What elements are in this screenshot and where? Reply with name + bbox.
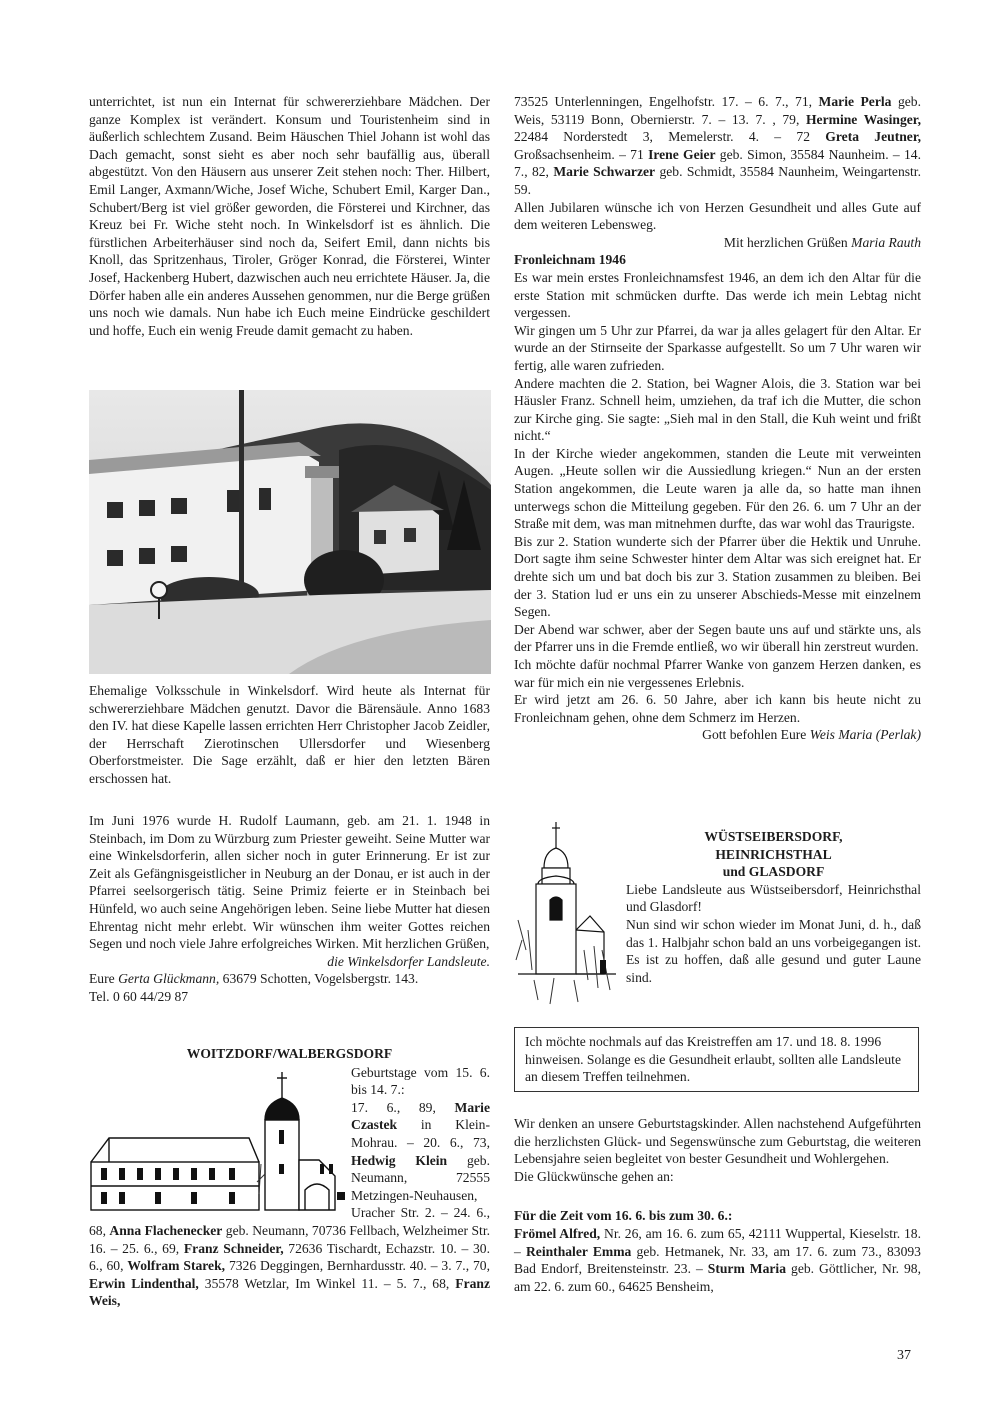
gerta-tel: Tel. 0 60 44/29 87 [89,988,189,1004]
fron-p3: Andere machten die 2. Station, bei Wagner Alois, die 3. Station war bei Häusler Franz. Schnell heim, umziehen, da traf ich die Mutter, die schon zur Kirche ging. Sie sagte: „Sieh mal in den Stall, die Kuh weint und frißt nicht.“ [514,375,921,444]
left-column [89,93,490,339]
jubilare-paragraph: Allen Jubilaren wünsche ich von Herzen Gesundheit und alles Gute auf dem weiteren Lebensweg. [514,199,921,233]
wb-a: 17. 6., 89, [351,1099,455,1115]
rauth-signature [514,234,921,252]
woitzdorf-intro: Geburtstage vom 15. 6. bis 14. 7.: [351,1064,490,1098]
wue-heading-2: HEINRICHSTHAL [715,846,832,862]
rt-name5: Marie Schwarzer [553,164,656,180]
wb-g: 35578 Wetzlar, Im Winkel 11. – 5. 7., 68, [198,1275,456,1291]
geb-a: Nr. 26, am 16. 6. zum 65, 42111 Wuppertal, Kieselstr. 18. – [514,1225,921,1259]
geb-name2: Reinthaler Emma [525,1243,632,1259]
fron-p4: In der Kirche wieder angekommen, standen die Leute mit verweinten Augen. „Heute sollen wir die Aussiedlung kriegen.“ Nun an der ersten Station angekommen, die Leute waren ja alle da, so hatte man ihnen unterwegs schon die Mitteilung gegeben. Für den 26. 6. um 7 Uhr an der Straße mit dem, was man mitnehmen durfte, das war wohl das Traurigste. [514,445,921,532]
woitzdorf-section [89,1045,490,1310]
gerta-address: 63679 Schotten, Vogelsbergstr. 143. [219,971,419,987]
geb-name1: Frömel Alfred, [514,1225,601,1241]
laumann-paragraph: Im Juni 1976 wurde H. Rudolf Laumann, geb. am 21. 1. 1948 in Steinbach, im Dom zu Würzburg zum Priester geweiht. Seine Mutter war eine Winkelsdorferin, allen sicher noch in guter Erinnerung. Er ist zur Zeit als Gefängnisgeistlicher in Neuburg an der Donau, er ist auch in der Pfarrei seelsorgerisch tätig. Seine Primiz feierte er in Steinbach bei Hünfeld, wo auch seine Angehörigen leben. Seine liebe Mutter hat diesen Ehrentag nicht mehr erlebt. Wir wünschen ihm weiter Gottes reichen Segen und noch viele Jahre erfolgreiches Wirken. Mit herzlichen Grüßen, [89,813,490,952]
wb-d: geb. Neumann, 70736 Fellbach, Welzheimer Str. 16. – 25. 6., 69, [89,1222,490,1256]
fron-p6: Der Abend war schwer, aber der Segen baute uns auf und stärkte uns, als der Pfarrer uns in die Fremde entließ, wo wir überall hin zerstreut wurden. [514,621,921,655]
school-photo [89,390,491,674]
rauth-name: Maria Rauth [851,234,921,250]
geb-c: geb. Göttlicher, Nr. 98, am 22. 6. zum 60., 64625 Bensheim, [514,1261,921,1294]
page-number: 37 [897,1348,911,1363]
wb-e: 72636 Tischardt, Echazstr. 10. – 30. 6., 60, [89,1240,490,1274]
wuestseibersdorf-section [514,820,921,1006]
right-column [514,93,921,744]
weis-signature [514,726,921,744]
wb-name3: Anna Flachenecker [109,1222,223,1238]
fron-p5: Bis zur 2. Station wunderte sich der Pfarrer über die Hektik und Unruhe. Dort sagte ihm seine Schwester hinter dem Altar was sich ereignet hat. Er drehte sich um und bat doch bis zur 3. Station zusammen zu bleiben. Bei der 3. Station lud er uns ein zu unserer Abschieds-Messe mit einzelnem Segen. [514,533,921,620]
rt-f: geb. Schmidt, 35584 Naunheim, Weingartenstr. 59. [514,164,921,197]
rt-b: geb. Weis, 53119 Bonn, Obernierstr. 7. – 13. 7. , 79, [514,94,921,127]
intro-paragraph: unterrichtet, ist nun ein Internat für schwererziehbare Mädchen. Der ganze Komplex ist verändert. Konsum und Touristenheim sind in äußerlich schlechtem Zusand. Beim Häuschen Thiel Johann ist wohl das Dach gemacht, sonst sieht es aber noch sehr baufällig aus, überall abgestützt. Von den Häusern aus unserer Zeit stehen noch: Ther. Hilbert, Emil Langer, Axmann/Wiche, Josef Wiche, Schubert Emil, Karger Dan., Schubert/Berg ist viel größer geworden, die Försterei und Kirchner, das Kreuz bei Fr. Wiche steht noch. In Winkelsdorf ist es ähnlich. Die fürstlichen Arbeiterhäuser sind noch da, Seifert Emil, dann nichts bis Knoll, das Spritzenhaus, Tiroler, Gröger Konrad, die Försterei, Winter Josef, Hackenberg Hubert, dazwischen auch neu errichtete Häuser. Ja, die Dörfer haben alle ein anderes Aussehen genommen, nur die Berge grüßen uns noch wie damals. Nun habe ich Euch meine Eindrücke geschildert und hoffe, Euch ein wenig Freude damit gemacht zu haben. [89,94,491,338]
wb-name4: Franz Schneider, [183,1240,284,1256]
gerta-prefix: Eure [89,971,119,987]
wb-name6: Erwin Lindenthal, [89,1275,199,1291]
wb-name1: Marie Czastek [351,1099,490,1133]
kreistreffen-box: Ich möchte nochmals auf das Kreistreffen am 17. und 18. 8. 1996 hinweisen. Solange es die Gesundheit erlaubt, sollten alle Landsleute an diesem Treffen teilnehmen. [514,1027,919,1092]
laumann-sign-text: die Winkelsdorfer Landsleute. [327,953,490,969]
fron-p1: Es war mein erstes Fronleichnamsfest 1946, an dem ich den Altar für die erste Station mit schmücken durfte. Das werde ich mein Lebtag nicht vergessen. [514,269,921,321]
village-church-image [89,1064,347,1214]
weis-prefix: Gott befohlen Eure [702,727,810,743]
gerta-line [89,970,490,988]
rauth-prefix: Mit herzlichen Grüßen [723,234,852,250]
fron-p8: Er wird jetzt am 26. 6. 50 Jahre, aber ich kann bis heute nicht zu Fronleichnam gehen, ohne dem Schmerz im Herzen. [514,692,921,725]
fronleichnam-heading: Fronleichnam 1946 [514,252,626,268]
fron-p7: Ich möchte dafür nochmal Pfarrer Wanke von ganzem Herzen danken, es war für mich ein nie vergessenes Erlebnis. [514,657,921,690]
wb-f: 7326 Deggingen, Bernhardusstr. 40. – 3. 7., 70, [225,1258,490,1274]
wb-name2: Hedwig Klein [351,1152,448,1168]
wb-c: geb. Neumann, 72555 Metzingen-Neuhausen, Uracher Str. 2. – 24. 6., 68, [89,1152,490,1238]
church-tower-icon [514,820,620,1006]
church-tower-image [514,820,620,1006]
rt-a: 73525 Unterlenningen, Engelhofstr. 17. – 6. 7., 71, [514,94,819,109]
rt-name2: Hermine Wasinger, [805,111,921,127]
rt-e: geb. Simon, 35584 Naunheim. – 14. 7., 82, [514,146,921,180]
weis-name: Weis Maria (Perlak) [809,727,921,743]
laumann-signature [89,953,490,971]
school-photo-icon [89,390,491,674]
geburtstage-section [514,1115,921,1295]
wb-name5: Wolfram Starek, [127,1258,226,1274]
rt-name1: Marie Perla [818,94,892,109]
village-church-icon [89,1064,347,1214]
wue-heading-3: und GLASDORF [722,864,825,880]
rt-name4: Irene Geier [648,146,716,162]
geb-p1: Wir denken an unsere Geburtstagskinder. Allen nachstehend Aufgeführten die herzlichsten Glück- und Segenswünsche zum Geburtstag, die weiteren Lebensjahre seien begleitet von bester Gesundheit und Wohlergehen. [514,1116,921,1167]
wb-name7: Franz Weis, [89,1275,490,1309]
geb-p2: Die Glückwünsche gehen an: [514,1168,674,1184]
geb-heading: Für die Zeit vom 16. 6. bis zum 30. 6.: [514,1208,733,1224]
rt-c: 22484 Norderstedt 3, Memelerstr. 4. – 72 [514,129,826,145]
rt-name3: Greta Jeutner, [825,129,922,145]
wb-b: in Klein-Mohrau. – 20. 6., 73, [351,1117,490,1150]
photo-caption: Ehemalige Volksschule in Winkelsdorf. Wird heute als Internat für schwererziehbare Mädchen genutzt. Davor die Bärensäule. Anno 1683 den IV. hat diese Kapelle lassen errichten Herr Christopher Jacob Zeidler, der Herrschaft Zierotinschen Ullersdorfer und Wiesenberg Oberforstmeister. Die Sage erzählt, daß er hier den letzten Bären erschossen hat. [89,683,490,786]
wue-heading-1: WÜSTSEIBERSDORF, [704,829,843,844]
geb-b: geb. Hetmanek, Nr. 33, am 17. 6. zum 73., 83093 Bad Endorf, Breitensteinstr. 23. – [514,1243,921,1277]
gerta-name: Gerta Glückmann, [118,971,220,987]
wue-p2: Nun sind wir schon wieder im Monat Juni, d. h., daß das 1. Halbjahr schon bald an uns vorbeigegangen ist. Es ist zu hoffen, daß alle gesund und guter Laune sind. [626,916,921,985]
right-top-birthdays [514,93,921,199]
geb-list [514,1225,921,1295]
fron-p2: Wir gingen um 5 Uhr zur Pfarrei, da war ja alles gelagert für den Altar. Er wurde an der Stirnseite der Sparkasse aufgestellt. So um 7 Uhr waren wir fertig, alle waren zufrieden. [514,322,921,373]
geb-name3: Sturm Maria [707,1261,787,1277]
wue-p1: Liebe Landsleute aus Wüstseibersdorf, Heinrichsthal und Glasdorf! [626,881,921,915]
woitzdorf-heading: WOITZDORF/WALBERGSDORF [186,1046,393,1061]
rt-d: Großsachsenheim. – 71 [514,146,649,162]
laumann-section [89,812,490,1006]
